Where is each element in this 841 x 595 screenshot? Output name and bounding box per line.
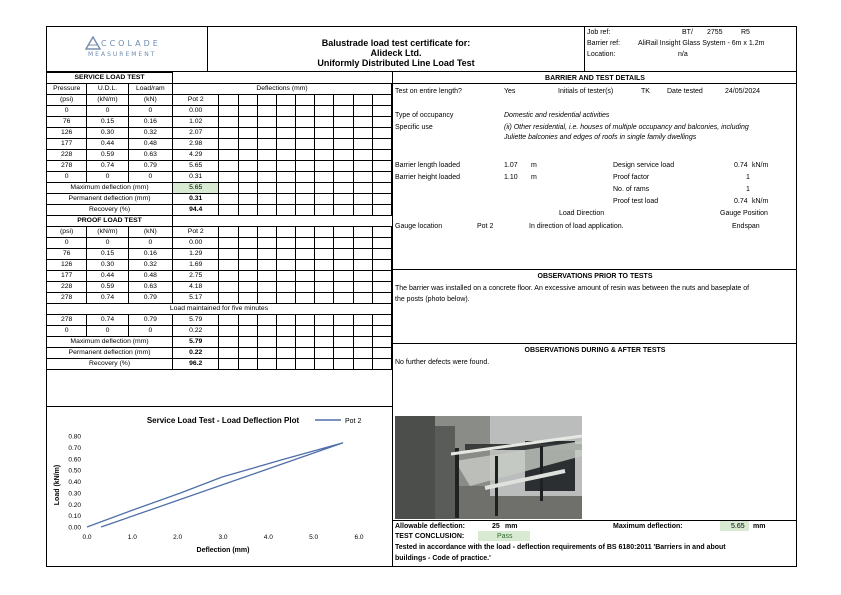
barrier-ref-label: Barrier ref: bbox=[587, 40, 621, 47]
company-logo bbox=[85, 36, 185, 64]
specific-use-value-2: Juliette balconies and edges of roofs in single family dwellings bbox=[504, 134, 697, 141]
rams-label: No. of rams bbox=[613, 186, 650, 193]
load-direction-label: Load Direction bbox=[559, 210, 605, 217]
job-ref-a: BT/ bbox=[682, 29, 693, 36]
allowable-deflection-label: Allowable deflection: bbox=[395, 523, 466, 530]
obs-prior-line-2: the posts (photo below). bbox=[395, 296, 470, 303]
design-load-value: 0.74 bbox=[734, 162, 748, 169]
title-line-1: Balustrade load test certificate for: bbox=[321, 38, 471, 48]
proof-perm-label: Permanent deflection (mm) bbox=[47, 348, 173, 359]
y-tick-label: 0.40 bbox=[68, 479, 81, 486]
legend-label: Pot 2 bbox=[345, 418, 362, 425]
service-load-table bbox=[46, 72, 392, 370]
barrier-ref-value: AliRail Insight Glass System - 6m x 1.2m bbox=[638, 40, 765, 47]
x-tick-label: 0.0 bbox=[82, 534, 92, 541]
job-ref-label: Job ref: bbox=[587, 29, 611, 36]
service-perm-label: Permanent deflection (mm) bbox=[47, 194, 173, 205]
proof-maintained-note: Load maintained for five minutes bbox=[47, 304, 392, 315]
center-divider bbox=[392, 71, 393, 567]
proof-test-load-unit: kN/m bbox=[752, 198, 769, 205]
max-deflection-unit: mm bbox=[753, 523, 766, 530]
y-tick-label: 0.70 bbox=[68, 444, 81, 452]
table-row: 0 0 0 0.00 bbox=[47, 238, 392, 249]
allowable-deflection-unit: mm bbox=[505, 523, 518, 530]
proof-recovery-label: Recovery (%) bbox=[47, 359, 173, 370]
design-load-label: Design service load bbox=[613, 162, 675, 169]
initials-label: Initials of tester(s) bbox=[558, 88, 614, 95]
conclusion-value: Pass bbox=[497, 533, 513, 540]
standard-line-1: Tested in accordance with the load - deflection requirements of BS 6180:2011 'Barriers in and about bbox=[395, 544, 726, 551]
unit-psi: (psi) bbox=[47, 95, 87, 106]
y-tick-label: 0.10 bbox=[68, 513, 81, 521]
obs-after-divider bbox=[392, 343, 797, 344]
gauge-position-label: Gauge Position bbox=[720, 210, 768, 217]
logo-subword: MEASUREMENT bbox=[88, 51, 157, 58]
table-row: 0 0 0 0.22 bbox=[47, 326, 392, 337]
proof-unit-kn: (kN) bbox=[128, 227, 172, 238]
table-row: 76 0.15 0.16 1.02 bbox=[47, 117, 392, 128]
table-row: 0 0 0 0.31 bbox=[47, 172, 392, 183]
title-client: Alideck Ltd. bbox=[370, 48, 422, 58]
proof-test-load-label: Proof test load bbox=[613, 198, 659, 205]
occupancy-value: Domestic and residential activities bbox=[504, 112, 610, 119]
location-label: Location: bbox=[587, 51, 616, 58]
date-tested-value: 24/05/2024 bbox=[725, 88, 761, 95]
x-tick-label: 2.0 bbox=[173, 534, 183, 541]
initials-value: TK bbox=[641, 88, 650, 95]
y-tick-label: 0.60 bbox=[68, 456, 81, 464]
chart-x-label: Deflection (mm) bbox=[196, 547, 250, 554]
height-loaded-label: Barrier height loaded bbox=[395, 174, 460, 181]
service-recovery-value: 94.4 bbox=[173, 205, 219, 216]
proof-max-label: Maximum deflection (mm) bbox=[47, 337, 173, 348]
specific-use-label: Specific use bbox=[395, 124, 433, 131]
length-loaded-value: 1.07 bbox=[504, 162, 518, 169]
rams-value: 1 bbox=[746, 186, 750, 193]
obs-prior-divider bbox=[392, 269, 797, 270]
x-tick-label: 3.0 bbox=[218, 534, 228, 541]
chart-y-label: Load (kN/m) bbox=[54, 464, 61, 506]
proof-unit-pot2: Pot 2 bbox=[173, 227, 219, 238]
x-tick-label: 6.0 bbox=[354, 534, 364, 541]
proof-heading: PROOF LOAD TEST bbox=[47, 216, 173, 227]
logo-triangle-icon bbox=[85, 36, 101, 50]
details-heading-line bbox=[392, 83, 797, 84]
entire-length-label: Test on entire length? bbox=[395, 88, 462, 95]
service-max-label: Maximum deflection (mm) bbox=[47, 183, 173, 194]
service-max-value: 5.65 bbox=[173, 183, 219, 194]
y-tick-label: 0.50 bbox=[68, 467, 81, 475]
y-tick-label: 0.30 bbox=[68, 490, 81, 498]
proof-factor-value: 1 bbox=[746, 174, 750, 181]
table-row: 278 0.74 0.79 5.17 bbox=[47, 293, 392, 304]
proof-factor-label: Proof factor bbox=[613, 174, 650, 181]
date-tested-label: Date tested bbox=[667, 88, 703, 95]
proof-max-value: 5.79 bbox=[173, 337, 219, 348]
chart-series bbox=[87, 443, 343, 527]
service-perm-value: 0.31 bbox=[173, 194, 219, 205]
table-row: 76 0.15 0.16 1.29 bbox=[47, 249, 392, 260]
col-pressure: Pressure bbox=[47, 84, 87, 95]
x-tick-label: 4.0 bbox=[263, 534, 273, 541]
table-row: 177 0.44 0.48 2.75 bbox=[47, 271, 392, 282]
x-tick-label: 1.0 bbox=[127, 534, 137, 541]
occupancy-label: Type of occupancy bbox=[395, 112, 454, 119]
unit-kn-m: (kN/m) bbox=[87, 95, 128, 106]
specific-use-value-1: (ii) Other residential, i.e. houses of multiple occupancy and balconies, including bbox=[504, 124, 749, 131]
proof-unit-kn-m: (kN/m) bbox=[87, 227, 128, 238]
max-deflection-value: 5.65 bbox=[731, 523, 745, 530]
load-deflection-chart bbox=[47, 407, 391, 566]
proof-unit-psi: (psi) bbox=[47, 227, 87, 238]
col-load-ram: Load/ram bbox=[128, 84, 172, 95]
col-deflections: Deflections (mm) bbox=[173, 84, 392, 95]
length-loaded-unit: m bbox=[531, 162, 537, 169]
series-line-pot-2 bbox=[87, 443, 343, 527]
service-heading: SERVICE LOAD TEST bbox=[47, 73, 173, 84]
table-row: 126 0.30 0.32 1.69 bbox=[47, 260, 392, 271]
chart-title: Service Load Test - Load Deflection Plot bbox=[146, 416, 300, 425]
conclusion-label: TEST CONCLUSION: bbox=[395, 533, 465, 540]
table-row: 177 0.44 0.48 2.98 bbox=[47, 139, 392, 150]
standard-line-2: buildings - Code of practice.' bbox=[395, 555, 491, 562]
allowable-deflection-value: 25 bbox=[492, 523, 500, 530]
gauge-position-value: Endspan bbox=[732, 223, 760, 230]
x-tick-label: 5.0 bbox=[309, 534, 319, 541]
chart-y-ticks bbox=[68, 434, 81, 532]
y-tick-label: 0.00 bbox=[68, 524, 81, 532]
gauge-location-label: Gauge location bbox=[395, 223, 443, 230]
unit-pot2: Pot 2 bbox=[173, 95, 219, 106]
proof-recovery-value: 96.2 bbox=[173, 359, 219, 370]
load-direction-value: In direction of load application. bbox=[529, 223, 624, 230]
table-row: 278 0.74 0.79 5.65 bbox=[47, 161, 392, 172]
table-row: 126 0.30 0.32 2.07 bbox=[47, 128, 392, 139]
certificate-title bbox=[208, 38, 584, 68]
height-loaded-value: 1.10 bbox=[504, 174, 518, 181]
unit-kn: (kN) bbox=[128, 95, 172, 106]
col-udl: U.D.L. bbox=[87, 84, 128, 95]
table-row: 278 0.74 0.79 5.79 bbox=[47, 315, 392, 326]
obs-prior-line-1: The barrier was installed on a concrete floor. An excessive amount of resin was between the nuts and baseplate of bbox=[395, 285, 750, 292]
height-loaded-unit: m bbox=[531, 174, 537, 181]
proof-test-load-value: 0.74 bbox=[734, 198, 748, 205]
length-loaded-label: Barrier length loaded bbox=[395, 162, 460, 169]
barrier-photo bbox=[395, 416, 582, 519]
service-recovery-label: Recovery (%) bbox=[47, 205, 173, 216]
entire-length-value: Yes bbox=[504, 88, 516, 95]
title-divider bbox=[584, 26, 585, 71]
y-tick-label: 0.80 bbox=[68, 433, 81, 441]
title-test-type: Uniformly Distributed Line Load Test bbox=[317, 58, 475, 68]
details-heading: BARRIER AND TEST DETAILS bbox=[545, 75, 645, 82]
job-ref-c: R5 bbox=[741, 29, 750, 36]
obs-after-heading: OBSERVATIONS DURING & AFTER TESTS bbox=[524, 347, 666, 354]
design-load-unit: kN/m bbox=[752, 162, 769, 169]
job-ref-b: 2755 bbox=[707, 29, 723, 36]
proof-perm-value: 0.22 bbox=[173, 348, 219, 359]
table-row: 228 0.59 0.63 4.29 bbox=[47, 150, 392, 161]
obs-prior-heading: OBSERVATIONS PRIOR TO TESTS bbox=[537, 273, 653, 280]
table-row: 0 0 0 0.00 bbox=[47, 106, 392, 117]
chart-x-ticks bbox=[82, 534, 363, 541]
logo-word: CCOLADE bbox=[101, 39, 161, 48]
y-tick-label: 0.20 bbox=[68, 501, 81, 509]
location-value: n/a bbox=[678, 51, 688, 58]
gauge-location-value: Pot 2 bbox=[477, 223, 494, 230]
table-row: 228 0.59 0.63 4.18 bbox=[47, 282, 392, 293]
photo-image bbox=[395, 416, 582, 519]
max-deflection-label: Maximum deflection: bbox=[613, 523, 683, 530]
obs-after-text: No further defects were found. bbox=[395, 359, 490, 366]
